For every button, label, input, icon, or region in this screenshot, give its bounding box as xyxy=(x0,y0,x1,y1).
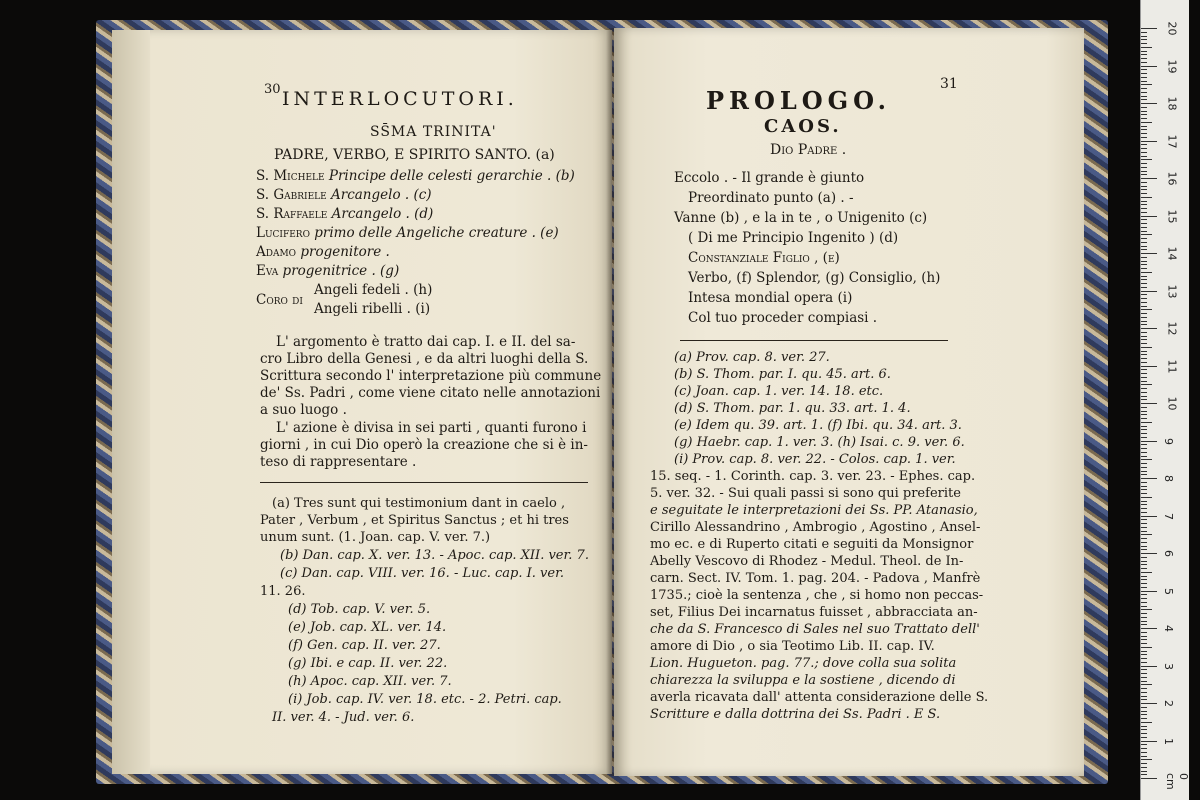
ruler-tick xyxy=(1141,328,1157,329)
ruler-tick xyxy=(1141,399,1147,400)
ruler-tick xyxy=(1141,171,1147,172)
page-heading-prologo: PROLOGO. xyxy=(706,86,892,115)
ruler-tick xyxy=(1141,519,1147,520)
ruler-tick xyxy=(1141,726,1147,727)
ruler-tick xyxy=(1141,234,1152,235)
ruler-tick xyxy=(1141,531,1147,532)
ruler-tick xyxy=(1141,673,1147,674)
ruler-tick xyxy=(1141,463,1147,464)
cast-line: S. Michele Principe delle celesti gerarchie . (b) xyxy=(256,168,575,184)
ruler-tick xyxy=(1141,366,1157,367)
ruler-tick xyxy=(1141,639,1147,640)
ruler-tick xyxy=(1141,444,1147,445)
ruler-tick xyxy=(1141,354,1147,355)
ruler-number: 14 xyxy=(1165,246,1179,261)
ruler-tick xyxy=(1141,411,1147,412)
ruler-tick xyxy=(1141,489,1147,490)
ruler-tick xyxy=(1141,54,1147,55)
ruler-tick xyxy=(1141,84,1152,85)
ruler-tick xyxy=(1141,669,1147,670)
ruler-tick xyxy=(1141,572,1152,573)
ruler-tick xyxy=(1141,486,1147,487)
ruler-number: 13 xyxy=(1165,284,1179,298)
ruler-tick xyxy=(1141,516,1157,517)
ruler-tick xyxy=(1141,141,1157,142)
ruler-tick xyxy=(1141,527,1147,528)
ruler-tick xyxy=(1141,392,1147,393)
page-heading-interlocutori: INTERLOCUTORI. xyxy=(282,88,518,110)
ruler-number: 5 xyxy=(1162,587,1175,595)
ruler-tick xyxy=(1141,621,1147,622)
ruler-tick xyxy=(1141,737,1147,738)
ruler-tick xyxy=(1141,129,1147,130)
ruler-tick xyxy=(1141,561,1147,562)
ruler-tick xyxy=(1141,227,1147,228)
ruler-tick xyxy=(1141,189,1147,190)
ruler-tick xyxy=(1141,332,1147,333)
ruler-tick xyxy=(1141,759,1152,760)
ruler-tick xyxy=(1141,388,1147,389)
page-number-left: 30 xyxy=(264,82,281,97)
ruler-tick xyxy=(1141,681,1147,682)
ruler-tick xyxy=(1141,36,1147,37)
ruler-tick xyxy=(1141,309,1152,310)
ruler-tick xyxy=(1141,407,1147,408)
ruler-tick xyxy=(1141,137,1147,138)
ruler-tick xyxy=(1141,546,1147,547)
ruler-tick xyxy=(1141,744,1147,745)
ruler-tick xyxy=(1141,748,1147,749)
ruler-tick xyxy=(1141,523,1147,524)
ruler-tick xyxy=(1141,231,1147,232)
ruler-tick xyxy=(1141,647,1152,648)
ruler-tick xyxy=(1141,579,1147,580)
ruler-tick xyxy=(1141,118,1147,119)
ruler-tick xyxy=(1141,628,1157,629)
ruler-tick xyxy=(1141,347,1152,348)
ruler-tick xyxy=(1141,133,1147,134)
ruler-tick xyxy=(1141,624,1147,625)
ruler-tick xyxy=(1141,771,1147,772)
cast-line: Eva progenitrice . (g) xyxy=(256,263,400,279)
ruler-number: 10 xyxy=(1165,396,1179,411)
ruler-tick xyxy=(1141,441,1157,442)
ruler-number: 8 xyxy=(1162,475,1175,482)
ruler-tick xyxy=(1141,159,1152,160)
ruler-tick xyxy=(1141,253,1157,254)
ruler-tick xyxy=(1141,448,1147,449)
ruler-tick xyxy=(1141,287,1147,288)
ruler-tick xyxy=(1141,208,1147,209)
ruler-tick xyxy=(1141,103,1157,104)
ruler-tick xyxy=(1141,81,1147,82)
ruler-tick xyxy=(1141,324,1147,325)
ruler-number: 7 xyxy=(1162,512,1175,520)
cast-line: Adamo progenitore . xyxy=(256,244,390,260)
ruler-tick xyxy=(1141,261,1147,262)
ruler-tick xyxy=(1141,718,1147,719)
ruler-tick xyxy=(1141,774,1147,775)
ruler-tick xyxy=(1141,69,1147,70)
ruler-number: 2 xyxy=(1162,700,1175,707)
ruler-tick xyxy=(1141,714,1147,715)
ruler-number: 16 xyxy=(1165,171,1179,186)
page-number-right: 31 xyxy=(940,76,958,92)
ruler-tick xyxy=(1141,182,1147,183)
ruler-tick xyxy=(1141,452,1147,453)
ruler-tick xyxy=(1141,28,1157,29)
cast-line: Lucifero primo delle Angeliche creature . (e) xyxy=(256,225,559,241)
ruler-tick xyxy=(1141,609,1152,610)
ruler-tick xyxy=(1141,654,1147,655)
ruler-tick xyxy=(1141,358,1147,359)
right-page: PROLOGO. 31 CAOS. Dio Padre . Eccolo . - Il grande è giunto Preordinato punto (a) . - Vanne (b) , e la in te , o Unigenito (c) ( Di me Principio Ingenito ) (d) Constanziale Figlio , (e) Verbo, (f) Splendor, (g) Consiglio, (h) Intesa mondial opera (i) Col tuo proceder compiasi . (a) Prov. cap. 8. ver. 27. (b) S. Thom. par. I. qu. 45. art. 6. (c) Joan. cap. 1. ver. 14. 18. etc. (d) S. Thom. par. 1. qu. 33. art. 1. 4. (e) Idem qu. 39. art. 1. (f) Ibi. qu. 34. art. 3. (g) Haebr. cap. 1. ver. 3. (h) Isai. c. 9. ver. 6. (i) Prov. cap. 8. ver. 22. - Colos. cap. 1. ver. 15. seq. - 1. Corinth. cap. 3. ver. 23. - Ephes. cap. 5. ver. 32. - Sui quali passi si sono qui preferite e seguitate le interpretazioni dei Ss. PP. Atanasio, Cirillo Alessandrino , Ambrogio , Agostino , Ansel- mo ec. e di Ruperto citati e seguiti da Monsignor Abelly Vescovo di Rhodez - Medul. Theol. de In- carn. Sect. IV. Tom. 1. pag. 204. - Padova , Manfrè 1735.; cioè la sentenza , che , si homo non peccas- set, Filius Dei incarnatus fuisset , abbracciata an- che da S. Francesco di Sales nel suo Trattato dell' amore di Dio , o sia Teotimo Lib. II. cap. IV. Lion. Hugueton. pag. 77.; dove colla sua solita chiarezza la sviluppa e la sostiene , dicendo di averla ricavata dall' attenta considerazione delle S. Scritture e dalla dottrina dei Ss. Padri . E S. xyxy=(614,28,1084,776)
ruler-number: 15 xyxy=(1165,209,1179,223)
ruler-tick xyxy=(1141,703,1157,704)
ruler-tick xyxy=(1141,459,1152,460)
ruler-number: 0 cm xyxy=(1164,773,1190,790)
ruler-tick xyxy=(1141,99,1147,100)
ruler-tick xyxy=(1141,467,1147,468)
ruler-tick xyxy=(1141,643,1147,644)
ruler-tick xyxy=(1141,658,1147,659)
ruler-tick xyxy=(1141,246,1147,247)
ruler-tick xyxy=(1141,114,1147,115)
ruler-tick xyxy=(1141,242,1147,243)
left-page: 30 INTERLOCUTORI. SS̄MA TRINITA' PADRE, VERBO, E SPIRITO SANTO. (a) S. Michele Principe delle celesti gerarchie . (b) S. Gabriele Arcangelo . (c) S. Raffaele Arcangelo . (d) Lucifero primo delle Angeliche creature . (e) Adamo progenitore . Eva progenitrice . (g) Coro di Angeli fedeli . (h) Angeli ribelli . (i) L' argomento è tratto dai cap. I. e II. del sa- cro Libro della Genesi , e da altri luoghi della S. Scrittura secondo l' interpretazione più commune de' Ss. Padri , come viene citato nelle annotazioni a suo luogo . L' azione è divisa in sei parti , quanti furono i giorni , in cui Dio operò la creazione che si è in- teso di rappresentare . (a) Tres sunt qui testimonium dant in caelo , Pater , Verbum , et Spiritus Sanctus ; et hi tres unum sunt. (1. Joan. cap. V. ver. 7.) (b) Dan. cap. X. ver. 13. - Apoc. cap. XII. ver. 7. (c) Dan. cap. VIII. ver. 16. - Luc. cap. I. ver. 11. 26. (d) Tob. cap. V. ver. 5. (e) Job. cap. XL. ver. 14. (f) Gen. cap. II. ver. 27. (g) Ibi. e cap. II. ver. 22. (h) Apoc. cap. XII. ver. 7. (i) Job. cap. IV. ver. 18. etc. - 2. Petri. cap. II. ver. 4. - Jud. ver. 6. xyxy=(112,30,612,774)
ruler-number: 18 xyxy=(1165,96,1179,111)
ruler-tick xyxy=(1141,167,1147,168)
ruler-tick xyxy=(1141,677,1147,678)
ruler-tick xyxy=(1141,163,1147,164)
ruler-tick xyxy=(1141,493,1147,494)
ruler-tick xyxy=(1141,43,1147,44)
ruler-tick xyxy=(1141,249,1147,250)
ruler-tick xyxy=(1141,302,1147,303)
ruler-tick xyxy=(1141,756,1147,757)
ruler-tick xyxy=(1141,594,1147,595)
ruler-tick xyxy=(1141,598,1147,599)
ruler-tick xyxy=(1141,122,1152,123)
ruler-tick xyxy=(1141,384,1152,385)
ruler-tick xyxy=(1141,587,1147,588)
ruler-tick xyxy=(1141,733,1147,734)
ruler-tick xyxy=(1141,152,1147,153)
ruler-tick xyxy=(1141,257,1147,258)
ruler-tick xyxy=(1141,692,1147,693)
ruler-tick xyxy=(1141,193,1147,194)
trinity-label: SS̄MA TRINITA' xyxy=(370,124,497,140)
ruler-tick xyxy=(1141,283,1147,284)
ruler-tick xyxy=(1141,501,1147,502)
ruler-tick xyxy=(1141,212,1147,213)
ruler-number: 17 xyxy=(1165,134,1179,148)
ruler-tick xyxy=(1141,471,1147,472)
ruler-tick xyxy=(1141,77,1147,78)
ruler-tick xyxy=(1141,377,1147,378)
ruler-tick xyxy=(1141,403,1157,404)
ruler-tick xyxy=(1141,156,1147,157)
ruler-tick xyxy=(1141,204,1147,205)
ruler-tick xyxy=(1141,51,1147,52)
ruler-number: 9 xyxy=(1162,437,1175,445)
ruler-tick xyxy=(1141,272,1152,273)
ruler-tick xyxy=(1141,216,1157,217)
ruler-tick xyxy=(1141,317,1147,318)
ruler-tick xyxy=(1141,279,1147,280)
ruler-tick xyxy=(1141,583,1147,584)
ruler-tick xyxy=(1141,767,1147,768)
ruler-tick xyxy=(1141,197,1152,198)
ruler-tick xyxy=(1141,186,1147,187)
ruler-tick xyxy=(1141,351,1147,352)
ruler-tick xyxy=(1141,144,1147,145)
ruler-number: 3 xyxy=(1162,662,1175,670)
ruler-tick xyxy=(1141,508,1147,509)
ruler-tick xyxy=(1141,47,1152,48)
ruler-tick xyxy=(1141,482,1147,483)
ruler-tick xyxy=(1141,752,1147,753)
ruler-tick xyxy=(1141,666,1157,667)
ruler-tick xyxy=(1141,632,1147,633)
ruler-tick xyxy=(1141,96,1147,97)
ruler-tick xyxy=(1141,557,1147,558)
ruler-tick xyxy=(1141,707,1147,708)
ruler-tick xyxy=(1141,313,1147,314)
ruler-tick xyxy=(1141,92,1147,93)
ruler-tick xyxy=(1141,684,1152,685)
ruler-tick xyxy=(1141,542,1147,543)
ruler-tick xyxy=(1141,538,1147,539)
ruler-tick xyxy=(1141,298,1147,299)
ruler-number: 6 xyxy=(1162,550,1175,557)
ruler-tick xyxy=(1141,276,1147,277)
ruler-tick xyxy=(1141,553,1157,554)
trinity-persons: PADRE, VERBO, E SPIRITO SANTO. (a) xyxy=(274,147,555,163)
ruler-tick xyxy=(1141,178,1157,179)
ruler-tick xyxy=(1141,613,1147,614)
ruler-tick xyxy=(1141,294,1147,295)
ruler-number: 20 xyxy=(1165,21,1179,36)
ruler-tick xyxy=(1141,148,1147,149)
ruler-tick xyxy=(1141,433,1147,434)
ruler-tick xyxy=(1141,778,1157,779)
ruler-tick xyxy=(1141,456,1147,457)
ruler-tick xyxy=(1141,126,1147,127)
ruler-tick xyxy=(1141,369,1147,370)
ruler-tick xyxy=(1141,396,1147,397)
ruler-tick xyxy=(1141,763,1147,764)
ruler-tick xyxy=(1141,722,1152,723)
ruler-tick xyxy=(1141,58,1147,59)
ruler-tick xyxy=(1141,32,1147,33)
footnote-rule xyxy=(680,340,948,341)
ruler-tick xyxy=(1141,223,1147,224)
ruler-tick xyxy=(1141,549,1147,550)
ruler-tick xyxy=(1141,336,1147,337)
ruler-tick xyxy=(1141,39,1147,40)
ruler-tick xyxy=(1141,111,1147,112)
ruler-tick xyxy=(1141,238,1147,239)
footnote-rule xyxy=(260,482,588,483)
measuring-ruler xyxy=(1140,0,1189,800)
ruler-tick xyxy=(1141,699,1147,700)
ruler-tick xyxy=(1141,362,1147,363)
ruler-tick xyxy=(1141,381,1147,382)
ruler-tick xyxy=(1141,73,1147,74)
ruler-tick xyxy=(1141,602,1147,603)
ruler-tick xyxy=(1141,422,1152,423)
ruler-tick xyxy=(1141,568,1147,569)
cast-line: S. Raffaele Arcangelo . (d) xyxy=(256,206,434,222)
ruler-tick xyxy=(1141,201,1147,202)
subheading-caos: CAOS. xyxy=(764,116,842,137)
ruler-tick xyxy=(1141,696,1147,697)
ruler-tick xyxy=(1141,66,1157,67)
ruler-tick xyxy=(1141,497,1152,498)
ruler-tick xyxy=(1141,306,1147,307)
ruler-tick xyxy=(1141,429,1147,430)
ruler-tick xyxy=(1141,606,1147,607)
ruler-tick xyxy=(1141,617,1147,618)
ruler-number: 12 xyxy=(1165,321,1179,336)
ruler-tick xyxy=(1141,576,1147,577)
ruler-tick xyxy=(1141,512,1147,513)
ruler-tick xyxy=(1141,711,1147,712)
ruler-tick xyxy=(1141,662,1147,663)
ruler-tick xyxy=(1141,504,1147,505)
ruler-tick xyxy=(1141,321,1147,322)
ruler-tick xyxy=(1141,88,1147,89)
ruler-tick xyxy=(1141,426,1147,427)
ruler-tick xyxy=(1141,418,1147,419)
coro-line: Angeli ribelli . (i) xyxy=(314,301,431,317)
ruler-tick xyxy=(1141,107,1147,108)
ruler-tick xyxy=(1141,474,1147,475)
ruler-tick xyxy=(1141,268,1147,269)
ruler-tick xyxy=(1141,174,1147,175)
ruler-tick xyxy=(1141,343,1147,344)
ruler-tick xyxy=(1141,219,1147,220)
ruler-tick xyxy=(1141,564,1147,565)
ruler-tick xyxy=(1141,414,1147,415)
ruler-number: 1 xyxy=(1162,737,1175,745)
ruler-tick xyxy=(1141,741,1157,742)
ruler-tick xyxy=(1141,478,1157,479)
ruler-tick xyxy=(1141,291,1157,292)
speaker-dio-padre: Dio Padre . xyxy=(770,142,847,158)
ruler-tick xyxy=(1141,636,1147,637)
ruler-tick xyxy=(1141,373,1147,374)
ruler-tick xyxy=(1141,437,1147,438)
coro-label: Coro di xyxy=(256,292,303,308)
ruler-tick xyxy=(1141,591,1157,592)
ruler-tick xyxy=(1141,339,1147,340)
ruler-tick xyxy=(1141,534,1152,535)
ruler-tick xyxy=(1141,264,1147,265)
ruler-tick xyxy=(1141,651,1147,652)
cast-line: S. Gabriele Arcangelo . (c) xyxy=(256,187,432,203)
ruler-number: 11 xyxy=(1165,359,1179,373)
coro-line: Angeli fedeli . (h) xyxy=(314,282,433,298)
ruler-tick xyxy=(1141,62,1147,63)
ruler-tick xyxy=(1141,729,1147,730)
ruler-number: 19 xyxy=(1165,59,1179,73)
ruler-tick xyxy=(1141,688,1147,689)
ruler-number: 4 xyxy=(1162,625,1175,632)
